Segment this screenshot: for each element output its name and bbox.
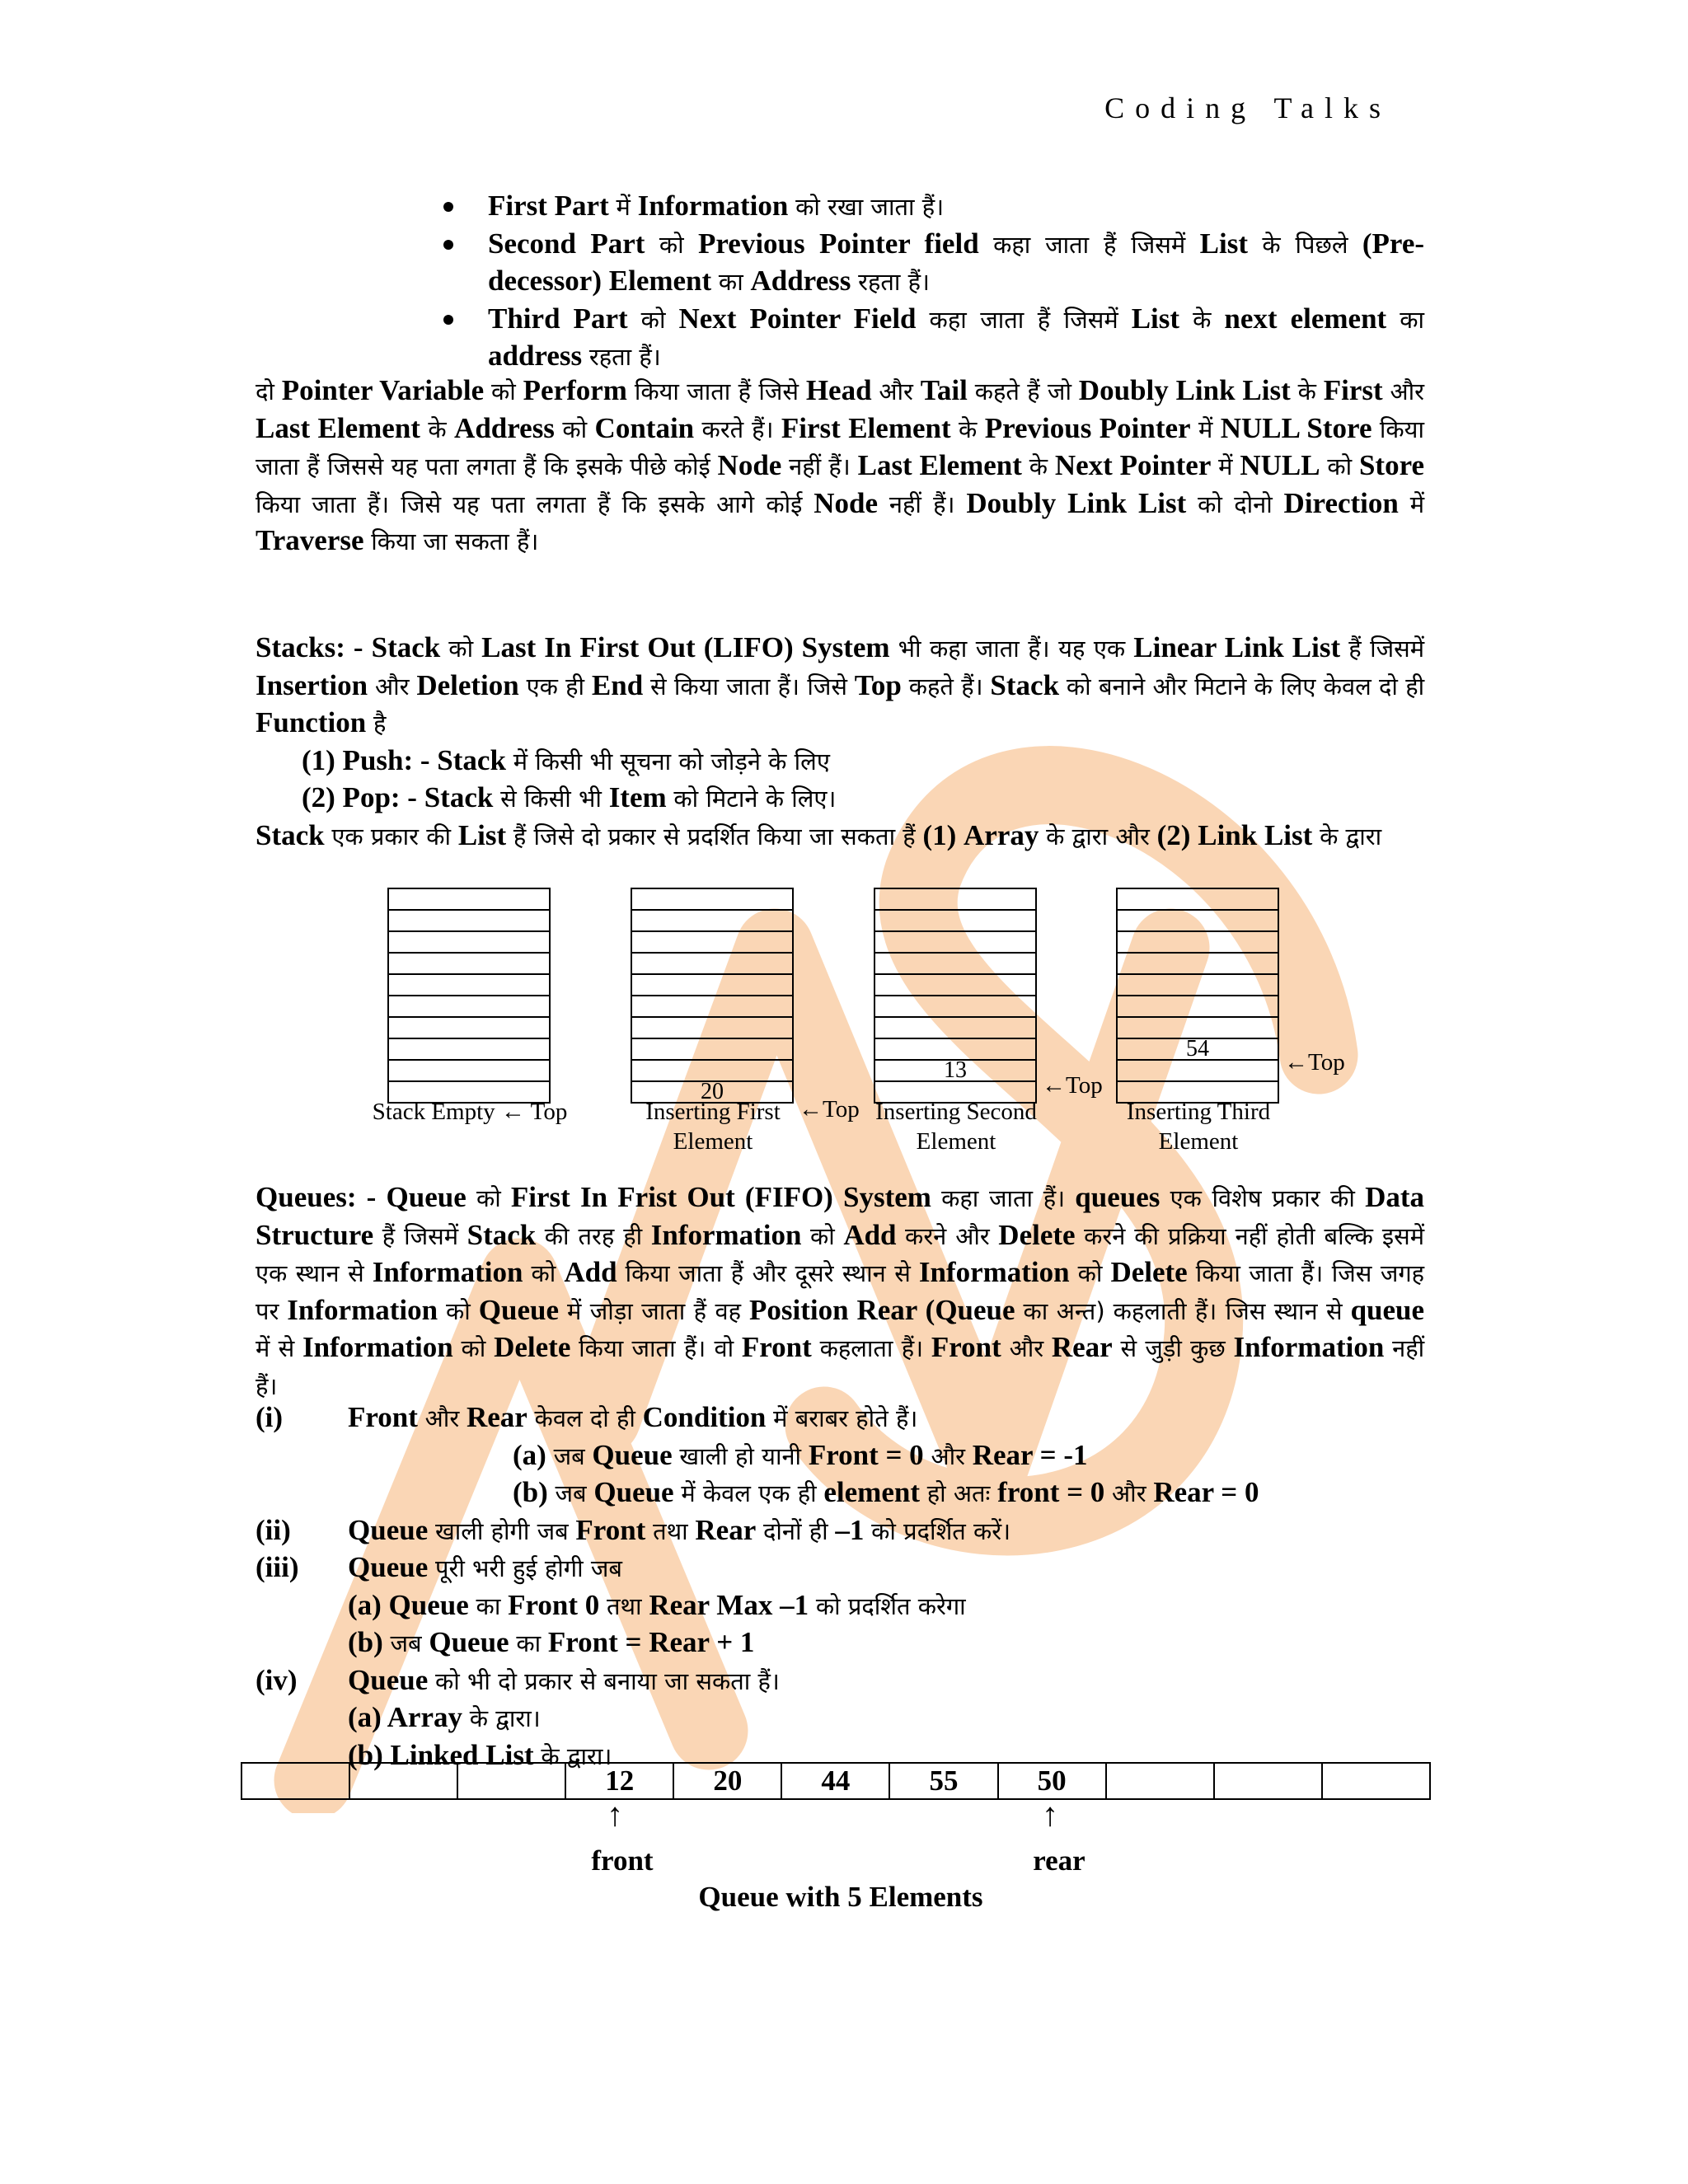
stack-cell: [388, 1038, 550, 1060]
stack-caption: Inserting Second Element: [875, 1099, 1037, 1155]
stack-cell: [1117, 953, 1278, 974]
stack-box: [874, 888, 1037, 1104]
stack-cell: [631, 888, 793, 910]
point-number: (iv): [256, 1663, 298, 1696]
stack-cell: [1117, 1060, 1278, 1081]
stack-box: [387, 888, 551, 1104]
stack-caption: Stack Empty ← Top: [372, 1099, 568, 1125]
stack-diagram: [372, 888, 1376, 1168]
bullet-text: Second Part को Previous Pointer field कहा जाता हैं जिसमें List के पिछले (Pre-decessor) Element का Address रहता हैं।: [488, 227, 1425, 297]
stack-top-label: ←Top: [1284, 1048, 1345, 1076]
stack-cell: [631, 910, 793, 931]
stack-cell: 20: [631, 1081, 793, 1103]
queue-cell: [1322, 1763, 1430, 1799]
queue-cell: 44: [781, 1763, 889, 1799]
point-number: (i): [256, 1401, 284, 1433]
queue-cell: [349, 1763, 457, 1799]
stack-cell: [631, 931, 793, 953]
bullet-dot-icon: [443, 202, 453, 212]
point-text: Queue खाली होगी जब Front तथा Rear दोनों ही –1 को प्रदर्शित करें।: [348, 1513, 1011, 1546]
bullet-dot-icon: [443, 315, 453, 325]
stack-cell: [388, 953, 550, 974]
stack-array-line: Stack एक प्रकार की List हैं जिसे दो प्रकार से प्रदर्शित किया जा सकता हैं (1) Array के द्वारा और (2) Link List के द्वारा: [256, 818, 1382, 851]
bullet-text: First Part में Information को रखा जाता हैं।: [488, 190, 945, 222]
stack-cell: [388, 996, 550, 1017]
stack-cell: [874, 888, 1036, 910]
stack-cell: 54: [1117, 1038, 1278, 1060]
queue-cell: [1214, 1763, 1322, 1799]
bullet-text: Third Part को Next Pointer Field कहा जाता हैं जिसमें List के next element का address रहता हैं।: [488, 302, 1425, 372]
queue-point: [256, 1662, 1424, 1700]
queue-point: [256, 1624, 1424, 1662]
stack-cell: [388, 1060, 550, 1081]
doubly-link-paragraph: दो Pointer Variable को Perform किया जाता हैं जिसे Head और Tail कहते हैं जो Doubly Link List के First और Last Element के Address को Contain करते हैं। First Element के Previous Pointer में NULL Store किया जाता हैं जिससे यह पता लगता हैं कि इसके पीछे कोई Node नहीं हैं। Last Element के Next Pointer में NULL को Store किया जाता हैं। जिसे यह पता लगता हैं कि इसके आगे कोई Node नहीं हैं। Doubly Link List को दोनो Direction में Traverse किया जा सकता हैं।: [256, 374, 1425, 556]
front-label: front: [591, 1844, 654, 1877]
stack-cell: [631, 953, 793, 974]
queue-point: [256, 1437, 1424, 1475]
stack-cell: [388, 931, 550, 953]
queue-point: [256, 1474, 1424, 1512]
queue-cell: [241, 1763, 349, 1799]
stack-cell: [1117, 974, 1278, 996]
stack-top-label: ←Top: [799, 1095, 860, 1122]
bullet-dot-icon: [443, 240, 453, 250]
point-text: (b) जब Queue का Front = Rear + 1: [348, 1626, 755, 1658]
stack-caption: Inserting Third Element: [1126, 1099, 1271, 1155]
point-text: Queue को भी दो प्रकार से बनाया जा सकता हैं।: [348, 1663, 780, 1696]
stack-cell: 13: [874, 1060, 1036, 1081]
stack-cell: [388, 974, 550, 996]
queue-point: [256, 1699, 1424, 1737]
stacks-definition: Stacks: - Stack को Last In First Out (LIFO) System भी कहा जाता हैं। यह एक Linear Link List हैं जिसमें Insertion और Deletion एक ही End से किया जाता हैं। जिसे Top कहते हैं। Stack को बनाने और मिटाने के लिए केवल दो ही Function है: [256, 631, 1425, 738]
queue-cell: 20: [673, 1763, 781, 1799]
rear-label: rear: [1033, 1844, 1085, 1877]
point-text: (b) Linked List के द्वारा।: [348, 1738, 612, 1771]
stack-cell: [388, 1017, 550, 1038]
queue-point: [256, 1512, 1424, 1550]
bullet-item: [437, 301, 1424, 376]
queue-array: [241, 1762, 1431, 1800]
stack-box: [1116, 888, 1279, 1104]
queue-point: [256, 1549, 1424, 1587]
rear-arrow-icon: ↑: [1042, 1796, 1058, 1833]
point-text: Front और Rear केवल दो ही Condition में बराबर होते हैं।: [348, 1401, 918, 1433]
stack-cell: [874, 953, 1036, 974]
header-title: Coding Talks: [1104, 91, 1391, 124]
queue-caption: Queue with 5 Elements: [698, 1881, 983, 1913]
point-text: (a) जब Queue खाली हो यानी Front = 0 और Rear = -1: [513, 1438, 1088, 1471]
queue-cell: 55: [889, 1763, 997, 1799]
queue-cell: [1106, 1763, 1214, 1799]
pop-line: (2) Pop: - Stack से किसी भी Item को मिटाने के लिए।: [302, 781, 837, 813]
stack-cell: [631, 974, 793, 996]
queue-cell: 50: [998, 1763, 1106, 1799]
queue-cell: 12: [565, 1763, 673, 1799]
stack-cell: [388, 910, 550, 931]
point-text: (a) Array के द्वारा।: [348, 1701, 541, 1733]
stack-cell: [631, 996, 793, 1017]
queues-paragraph: Queues: - Queue को First In Frist Out (FIFO) System कहा जाता हैं। queues एक विशेष प्रकार की Data Structure हैं जिसमें Stack की तरह ही Information को Add करने और Delete करने की प्रक्रिया नहीं होती बल्कि इसमें एक स्थान से Information को Add किया जाता हैं और दूसरे स्थान से Information को Delete किया जाता हैं। जिस जगह पर Information को Queue में जोड़ा जाता हैं वह Position Rear (Queue का अन्त) कहलाती हैं। जिस स्थान से queue में से Information को Delete किया जाता हैं। वो Front कहलाता हैं। Front और Rear से जुड़ी कुछ Information नहीं हैं।: [256, 1181, 1425, 1400]
push-line: (1) Push: - Stack में किसी भी सूचना को जोड़ने के लिए: [302, 743, 830, 776]
point-text: Queue पूरी भरी हुई होगी जब: [348, 1551, 622, 1583]
stack-cell: [631, 1017, 793, 1038]
stack-cell: [388, 888, 550, 910]
stack-cell: [874, 910, 1036, 931]
stack-cell: [631, 1038, 793, 1060]
queue-point: [256, 1587, 1424, 1625]
bullet-list: [437, 188, 1424, 376]
stack-cell: [1117, 996, 1278, 1017]
stack-box: [631, 888, 794, 1104]
queue-cell: [457, 1763, 565, 1799]
stacks-paragraph: [256, 630, 1424, 855]
point-number: (ii): [256, 1513, 291, 1546]
stack-caption: Inserting First Element: [645, 1099, 781, 1155]
stack-cell: [874, 931, 1036, 953]
stack-cell: [1117, 888, 1278, 910]
queue-point: [256, 1399, 1424, 1437]
point-text: (a) Queue का Front 0 तथा Rear Max –1 को प्रदर्शित करेगा: [348, 1588, 966, 1621]
bullet-item: [437, 188, 1424, 226]
queue-points: [256, 1399, 1424, 1774]
stack-cell: [874, 1017, 1036, 1038]
point-text: (b) जब Queue में केवल एक ही element हो अतः front = 0 और Rear = 0: [513, 1476, 1259, 1508]
point-number: (iii): [256, 1551, 299, 1583]
front-arrow-icon: ↑: [607, 1796, 623, 1833]
stack-cell: [874, 974, 1036, 996]
stack-cell: [1117, 910, 1278, 931]
bullet-item: [437, 226, 1424, 301]
stack-cell: [1117, 931, 1278, 953]
stack-top-label: ←Top: [1042, 1072, 1103, 1099]
stack-cell: [874, 996, 1036, 1017]
